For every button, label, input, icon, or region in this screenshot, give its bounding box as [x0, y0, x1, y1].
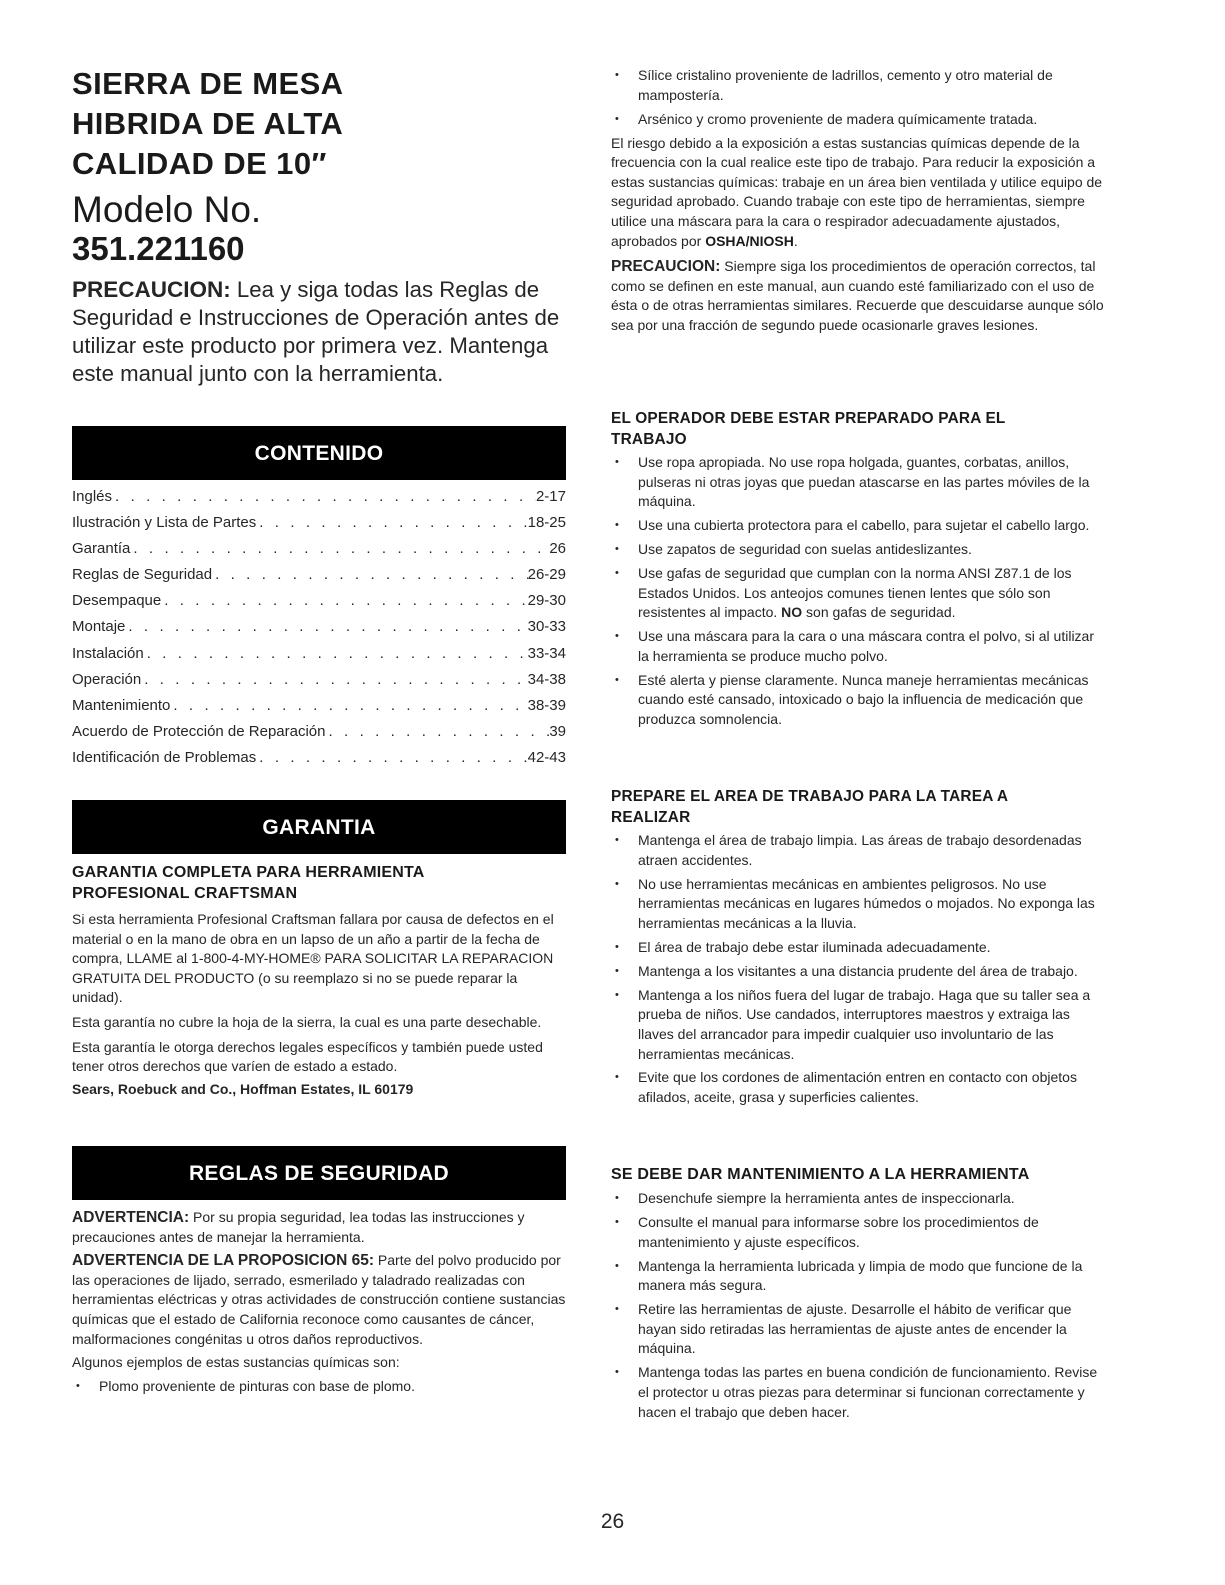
- safety-intro: [72, 1208, 566, 1396]
- list-item: • Mantenga todas las partes en buena condición de funcionamiento. Revise el protector u otras piezas para determinar si funcionan correctamente y hacen el trabajo que deben hacer.: [611, 1363, 1106, 1422]
- work-area-list: [611, 831, 1106, 1108]
- title-line: CALIDAD DE 10″: [72, 146, 327, 181]
- toc-pages: 26-29: [527, 566, 566, 584]
- item-text: Use gafas de seguridad que cumplan con la norma ANSI Z87.1 de los Estados Unidos. Los anteojos comunes tienen lentes que sólo son resistentes al impacto.: [638, 565, 1072, 621]
- prop65-text: Parte del polvo producido por las operaciones de lijado, serrado, esmerilado y taladrado realizadas con herramientas eléctricas y otras actividades de construcción contiene sustancias químicas que el estado de California reconoce como causantes de cáncer, malformaciones congénitas u otros daños reproductivos.: [72, 1252, 566, 1347]
- caution-text: Siempre siga los procedimientos de operación correctos, tal como se definen en este manual, aun cuando esté familiarizado con el uso de ésta o de otras herramientas similares. Recuerde que descuidarse aunque sólo sea por una fracción de segundo puede ocasionarle graves lesiones.: [611, 258, 1104, 333]
- toc-label: Inglés: [72, 488, 113, 505]
- list-item: • Arsénico y cromo proveniente de madera químicamente tratada.: [611, 110, 1106, 130]
- list-item: • No use herramientas mecánicas en ambientes peligrosos. No use herramientas mecánicas en lugares húmedos o mojados. No exponga las herramientas mecánicas a la lluvia.: [611, 875, 1106, 934]
- toc-label: Operación: [72, 670, 142, 688]
- toc-pages: 26: [549, 540, 566, 558]
- toc-leader: [256, 510, 527, 536]
- title-line: SIERRA DE MESA: [72, 66, 344, 101]
- examples-continued: [611, 66, 1106, 336]
- caution-text: Lea y siga todas las Reglas de Seguridad e Instrucciones de Operación antes de utilizar este producto por primera vez. Mantenga este manual junto con la herramienta.: [72, 277, 560, 386]
- operator-list: [611, 453, 1106, 730]
- list-item: • Retire las herramientas de ajuste. Desarrolle el hábito de verificar que hayan sido retiradas las herramientas de ajuste antes de encender la máquina.: [611, 1300, 1106, 1359]
- page-number: 26: [600, 1510, 625, 1533]
- toc-leader: [141, 667, 527, 693]
- toc-leader: [256, 745, 527, 771]
- caution-label: PRECAUCION:: [72, 277, 231, 302]
- toc-label: Acuerdo de Protección de Reparación: [72, 722, 326, 740]
- list-item: • Sílice cristalino proveniente de ladrillos, cemento y otro material de mampostería.: [611, 66, 1106, 105]
- list-item: • Evite que los cordones de alimentación entren en contacto con objetos afilados, aceite, grasa y superficies calientes.: [611, 1068, 1106, 1107]
- list-item: • Plomo proveniente de pinturas con base de plomo.: [72, 1377, 566, 1397]
- toc-pages: 34-38: [527, 670, 566, 688]
- toc-leader: [112, 484, 536, 510]
- warranty-paragraph: Esta garantía le otorga derechos legales específicos y también puede usted tener otros derechos que varíen de estado a estado.: [72, 1038, 543, 1075]
- list-item: [611, 564, 1106, 623]
- warranty-subheading: GARANTIA COMPLETA PARA HERRAMIENTA PROFESIONAL CRAFTSMAN: [72, 864, 424, 902]
- list-item: • Desenchufe siempre la herramienta antes de inspeccionarla.: [611, 1189, 1106, 1209]
- caution-paragraph: [611, 257, 1106, 335]
- work-area-heading: PREPARE EL AREA DE TRABAJO PARA LA TAREA A REALIZAR: [611, 788, 1008, 826]
- toc-label: Instalación: [72, 644, 144, 662]
- prop65-paragraph: [72, 1251, 566, 1349]
- warranty-paragraph: Esta garantía no cubre la hoja de la sierra, la cual es una parte desechable.: [72, 1013, 542, 1030]
- warranty-paragraph: Si esta herramienta Profesional Craftsman fallara por causa de defectos en el material o en la mano de obra en un lapso de un año a partir de la fecha de compra, LLAME al 1-800-4-MY-HOME® PARA SOLICITAR LA REPARACION GRATUITA DEL PRODUCTO (o su reemplazo si no se puede reparar la unidad).: [72, 911, 554, 1006]
- operator-section: [611, 408, 1106, 734]
- work-area-section: [611, 786, 1106, 1112]
- toc-pages: 30-33: [527, 618, 566, 636]
- list-item: • El área de trabajo debe estar iluminada adecuadamente.: [611, 938, 1106, 958]
- examples-list: [72, 1377, 566, 1397]
- toc-pages: 18-25: [527, 514, 566, 532]
- model-label: Modelo No.: [72, 189, 262, 230]
- list-item: • Mantenga a los niños fuera del lugar de trabajo. Haga que su taller sea a prueba de niños. Use candados, interruptores maestros y extraiga las llaves del arrancador para impedir cualquier uso involuntario de las herramientas mecánicas.: [611, 986, 1106, 1064]
- warning-label: ADVERTENCIA:: [72, 1209, 190, 1226]
- maintenance-heading: SE DEBE DAR MANTENIMIENTO A LA HERRAMIENTA: [611, 1166, 1030, 1183]
- list-item: • Mantenga a los visitantes a una distancia prudente del área de trabajo.: [611, 962, 1106, 982]
- intro-caution: [72, 276, 566, 388]
- toc-label: Montaje: [72, 618, 126, 636]
- operator-heading: EL OPERADOR DEBE ESTAR PREPARADO PARA EL TRABAJO: [611, 410, 1006, 448]
- toc-item[interactable]: [72, 510, 566, 536]
- toc-leader: [125, 614, 527, 640]
- safety-banner: REGLAS DE SEGURIDAD: [72, 1146, 566, 1200]
- list-item: • Esté alerta y piense claramente. Nunca maneje herramientas mecánicas cuando esté cansado, intoxicado o bajo la influencia de medicación que produzca somnolencia.: [611, 671, 1106, 730]
- maintenance-section: [611, 1164, 1106, 1426]
- warranty-address: Sears, Roebuck and Co., Hoffman Estates, IL 60179: [72, 1080, 414, 1097]
- prop65-label: ADVERTENCIA DE LA PROPOSICION 65:: [72, 1252, 375, 1270]
- model-number: 351.221160: [72, 230, 245, 267]
- caution-label: PRECAUCION:: [611, 258, 721, 276]
- list-item: • Mantenga el área de trabajo limpia. Las áreas de trabajo desordenadas atraen accidentes.: [611, 831, 1106, 870]
- list-item: • Use una máscara para la cara o una máscara contra el polvo, si al utilizar la herramienta se produce mucho polvo.: [611, 627, 1106, 666]
- toc-item[interactable]: [72, 562, 566, 588]
- toc-pages: 38-39: [527, 696, 566, 714]
- toc-label: Mantenimiento: [72, 696, 171, 714]
- title-line: HIBRIDA DE ALTA: [72, 106, 344, 141]
- warning-paragraph: [72, 1208, 566, 1247]
- item-bold: NO: [781, 604, 803, 621]
- toc-item[interactable]: [72, 536, 566, 562]
- toc-pages: 42-43: [527, 748, 566, 766]
- list-item: • Consulte el manual para informarse sobre los procedimientos de mantenimiento y ajuste específicos.: [611, 1213, 1106, 1252]
- item-end: son gafas de seguridad.: [802, 604, 956, 621]
- toc-label: Reglas de Seguridad: [72, 566, 213, 584]
- toc-leader: [326, 719, 550, 745]
- warning-text: Por su propia seguridad, lea todas las instrucciones y precauciones antes de manejar la herramienta.: [72, 1209, 525, 1245]
- list-item: • Use ropa apropiada. No use ropa holgada, guantes, corbatas, anillos, pulseras ni otras joyas que puedan atascarse en las partes móviles de la máquina.: [611, 453, 1106, 512]
- toc-item[interactable]: [72, 484, 566, 510]
- product-title: [72, 64, 566, 184]
- toc-label: Identificación de Problemas: [72, 748, 257, 766]
- toc-leader: [130, 536, 549, 562]
- list-item: • Mantenga la herramienta lubricada y limpia de modo que funcione de la manera más segura.: [611, 1257, 1106, 1296]
- toc-item[interactable]: [72, 693, 566, 719]
- toc-label: Garantía: [72, 540, 131, 558]
- warranty-section: [72, 862, 566, 1099]
- toc-leader: [170, 693, 527, 719]
- risk-paragraph: [611, 134, 1106, 252]
- toc-item[interactable]: [72, 667, 566, 693]
- contents-banner: CONTENIDO: [72, 426, 566, 480]
- toc-pages: 29-30: [527, 592, 566, 610]
- toc-pages: 33-34: [527, 644, 566, 662]
- toc-pages: 39: [549, 722, 566, 740]
- list-item: • Use una cubierta protectora para el cabello, para sujetar el cabello largo.: [611, 516, 1106, 536]
- toc-item[interactable]: [72, 641, 566, 667]
- toc-label: Desempaque: [72, 592, 162, 610]
- toc-item[interactable]: [72, 614, 566, 640]
- maintenance-list: [611, 1189, 1106, 1422]
- table-of-contents: [72, 484, 566, 771]
- toc-pages: 2-17: [535, 488, 566, 505]
- toc-item[interactable]: [72, 745, 566, 771]
- toc-leader: [161, 588, 527, 614]
- toc-item[interactable]: [72, 588, 566, 614]
- toc-leader: [144, 641, 528, 667]
- toc-label: Ilustración y Lista de Partes: [72, 514, 257, 532]
- list-item: • Use zapatos de seguridad con suelas antideslizantes.: [611, 540, 1106, 560]
- risk-text: El riesgo debido a la exposición a estas sustancias químicas depende de la frecuencia con la cual realice este tipo de trabajo. Para reducir la exposición a estas sustancias químicas: trabaje en un área bien ventilada y utilice equipo de seguridad aprobado. Cuando trabaje con este tipo de herramientas, siempre utilice una máscara para la cara o respirador adecuadamente ajustados, aprobados por: [611, 134, 1103, 249]
- risk-end: .: [793, 232, 798, 249]
- toc-leader: [212, 562, 528, 588]
- risk-bold: OSHA/NIOSH: [705, 232, 794, 249]
- warranty-banner: GARANTIA: [72, 800, 566, 854]
- examples-list: [611, 66, 1106, 129]
- examples-intro: Algunos ejemplos de estas sustancias químicas son:: [72, 1354, 400, 1371]
- toc-item[interactable]: [72, 719, 566, 745]
